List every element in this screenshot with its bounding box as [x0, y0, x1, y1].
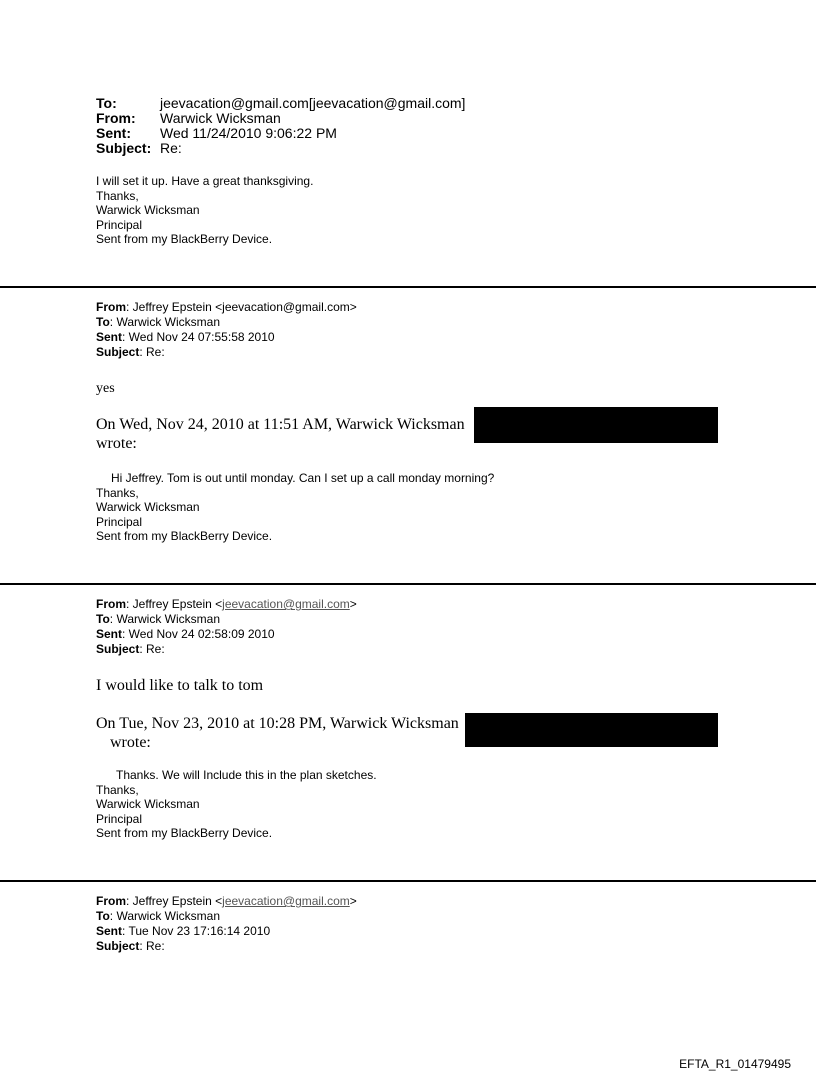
quote-intro-line: On Wed, Nov 24, 2010 at 11:51 AM, Warwick Wicksman [96, 416, 465, 433]
quoted-line: Warwick Wicksman [96, 797, 200, 811]
email-link[interactable]: jeevacation@gmail.com [222, 894, 350, 908]
sent-label: Sent [96, 924, 123, 938]
sent-row [96, 924, 357, 939]
to-value: : Warwick Wicksman [109, 612, 221, 626]
quote-intro [96, 714, 459, 752]
sent-label: Sent: [96, 125, 131, 141]
to-value: jeevacation@gmail.com[jeevacation@gmail.com] [160, 95, 466, 111]
quoted-line: Principal [96, 514, 143, 529]
subject-value: : Re: [139, 642, 165, 656]
section-divider [0, 286, 816, 288]
sent-value: Wed 11/24/2010 9:06:22 PM [160, 125, 337, 141]
quoted-header [96, 597, 357, 657]
to-value: : Warwick Wicksman [109, 909, 221, 923]
from-label: From [96, 894, 126, 908]
to-label: To [96, 315, 110, 329]
from-row [96, 111, 465, 126]
bates-number: EFTA_R1_01479495 [679, 1057, 791, 1071]
sent-label: Sent [96, 627, 123, 641]
to-row [96, 96, 465, 111]
sent-row [96, 126, 465, 141]
from-row [96, 597, 357, 612]
from-label: From [96, 597, 126, 611]
to-row [96, 315, 357, 330]
subject-label: Subject [96, 642, 140, 656]
quoted-line: Sent from my BlackBerry Device. [96, 529, 273, 543]
from-prefix: : Jeffrey Epstein < [126, 597, 223, 611]
section-divider [0, 880, 816, 882]
subject-value: : Re: [139, 939, 165, 953]
from-suffix: > [349, 894, 357, 908]
quoted-line: Hi Jeffrey. Tom is out until monday. Can I set up a call monday morning? [111, 471, 495, 485]
subject-row [96, 345, 357, 360]
subject-row [96, 642, 357, 657]
subject-label: Subject [96, 345, 140, 359]
from-label: From [96, 300, 126, 314]
to-row [96, 612, 357, 627]
redaction-box [465, 713, 718, 747]
subject-label: Subject: [96, 140, 152, 156]
sent-value: : Tue Nov 23 17:16:14 2010 [122, 924, 271, 938]
quote-intro-line: On Tue, Nov 23, 2010 at 10:28 PM, Warwick Wicksman [96, 715, 459, 732]
quoted-line: Thanks. We will Include this in the plan sketches. [116, 768, 377, 782]
quoted-line: Sent from my BlackBerry Device. [96, 826, 273, 840]
body-line: Principal [96, 217, 143, 232]
reply-body: I would like to talk to tom [96, 677, 264, 694]
from-value: : Jeffrey Epstein <jeevacation@gmail.com> [126, 300, 357, 314]
subject-value: : Re: [139, 345, 165, 359]
quoted-line: Principal [96, 811, 143, 826]
to-label: To: [96, 95, 117, 111]
from-row [96, 300, 357, 315]
quoted-header [96, 300, 357, 360]
quoted-line: Thanks, [96, 485, 139, 500]
body-line: Sent from my BlackBerry Device. [96, 232, 273, 246]
email-body [96, 174, 313, 247]
body-line: Warwick Wicksman [96, 203, 200, 217]
sent-value: : Wed Nov 24 02:58:09 2010 [122, 627, 275, 641]
quoted-line: Warwick Wicksman [96, 500, 200, 514]
quote-intro [96, 415, 465, 453]
from-label: From: [96, 110, 136, 126]
subject-row [96, 939, 357, 954]
to-row [96, 909, 357, 924]
quoted-header [96, 894, 357, 954]
to-label: To [96, 612, 110, 626]
quoted-line: Thanks, [96, 782, 139, 797]
from-prefix: : Jeffrey Epstein < [126, 894, 223, 908]
section-divider [0, 583, 816, 585]
body-line: Thanks, [96, 188, 139, 203]
sent-row [96, 627, 357, 642]
sent-value: : Wed Nov 24 07:55:58 2010 [122, 330, 275, 344]
email-link[interactable]: jeevacation@gmail.com [222, 597, 350, 611]
email-header [96, 96, 465, 156]
quote-intro-line: wrote: [110, 734, 151, 751]
redaction-box [474, 407, 718, 443]
quoted-body [96, 471, 494, 544]
from-value: Warwick Wicksman [160, 110, 281, 126]
to-value: : Warwick Wicksman [109, 315, 221, 329]
subject-row [96, 141, 465, 156]
from-row [96, 894, 357, 909]
subject-value: Re: [160, 140, 182, 156]
quote-intro-line: wrote: [96, 435, 137, 452]
from-suffix: > [349, 597, 357, 611]
sent-row [96, 330, 357, 345]
body-line: I will set it up. Have a great thanksgiving. [96, 174, 314, 188]
quoted-body [96, 768, 377, 841]
reply-body: yes [96, 381, 115, 396]
subject-label: Subject [96, 939, 140, 953]
to-label: To [96, 909, 110, 923]
sent-label: Sent [96, 330, 123, 344]
